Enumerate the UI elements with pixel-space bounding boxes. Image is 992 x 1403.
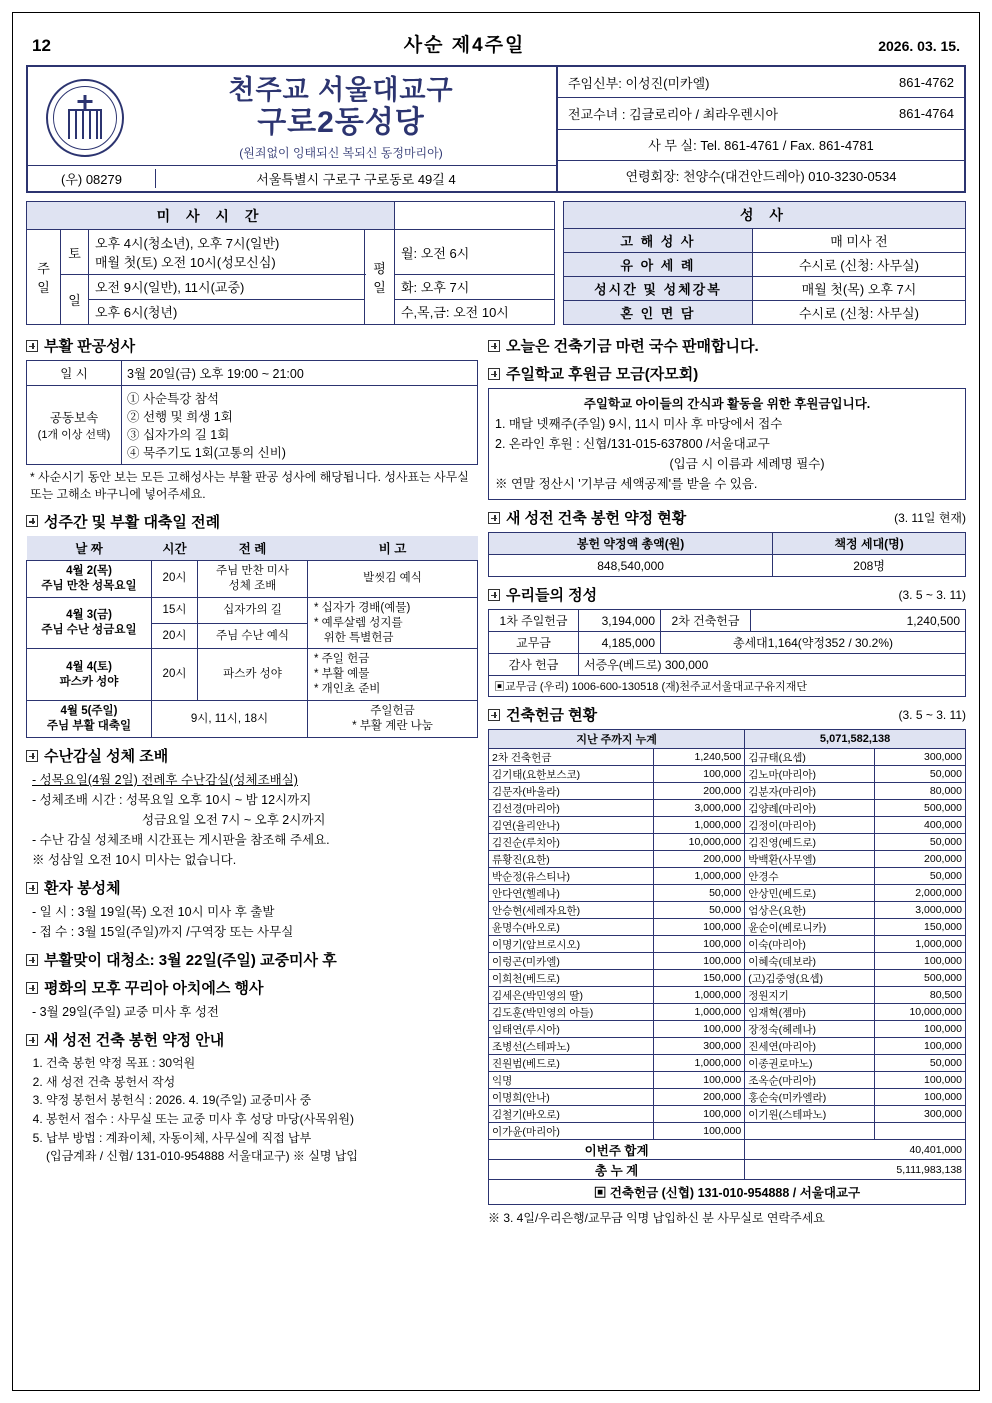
expand-plus-icon[interactable] (26, 982, 38, 994)
list-item: 3. 약정 봉헌서 봉헌식 : 2026. 4. 19(주일) 교중미사 중 (46, 1091, 478, 1110)
donor-name: 김분자(마리아) (745, 783, 875, 800)
pledge-account: (입금계좌 / 신협/ 131-010-954888 서울대교구) ※ 실명 납입 (46, 1149, 358, 1164)
donor-amount: 300,000 (654, 1038, 745, 1055)
donor-amount: 80,500 (875, 987, 966, 1004)
donor-name: 김세은(박민영의 딸) (489, 987, 654, 1004)
donor-name: 김양례(마리아) (745, 800, 875, 817)
section-sunday-school (488, 363, 966, 384)
list-item: 2. 온라인 후원 : 신협/131-015-637800 /서울대교구 (495, 437, 770, 451)
table-row (489, 1004, 966, 1021)
contact-value: 861-4764 (899, 105, 954, 121)
donor-amount: 1,240,500 (654, 749, 745, 766)
donor-name: 장정숙(헤레나) (745, 1021, 875, 1038)
donor-name: 이혜숙(데보라) (745, 953, 875, 970)
donor-amount: 100,000 (875, 1089, 966, 1106)
section-penance (26, 335, 478, 356)
donor-name: 김정이(마리아) (745, 817, 875, 834)
table-row (489, 610, 966, 632)
expand-plus-icon[interactable] (488, 340, 500, 352)
expand-plus-icon[interactable] (26, 750, 38, 762)
donor-amount: 3,000,000 (654, 800, 745, 817)
section-title: 부활 판공성사 (44, 338, 136, 355)
page-header (26, 30, 966, 65)
sunday-label: 주 일 (27, 230, 61, 325)
donor-amount: 50,000 (875, 766, 966, 783)
prev-total-value: 5,071,582,138 (745, 730, 966, 749)
table-row (489, 1038, 966, 1055)
section-noodle-sale (488, 335, 966, 356)
list-item: 성금요일 오전 7시 ~ 오후 2시까지 (142, 813, 326, 828)
parish-motto: (원죄없이 잉태되신 복되신 동정마리아) (239, 146, 443, 161)
donor-amount: 100,000 (654, 766, 745, 783)
building-note: ※ 3. 4일/우리은행/교무금 익명 납입하신 분 사무실로 연락주세요 (488, 1211, 825, 1225)
expand-plus-icon[interactable] (26, 954, 38, 966)
holyweek-table (26, 536, 478, 738)
table-row (489, 851, 966, 868)
donor-amount: 100,000 (875, 1038, 966, 1055)
donor-amount: 50,000 (654, 885, 745, 902)
expand-plus-icon[interactable] (488, 368, 500, 380)
donor-name: 임태연(루시아) (489, 1021, 654, 1038)
section-pledge-status (488, 507, 966, 528)
donor-name: 이가윤(마리아) (489, 1123, 654, 1140)
row-date: 4월 2(목) 주님 만찬 성목요일 (27, 560, 152, 597)
masthead (26, 65, 966, 193)
row-time: 20시 (152, 649, 198, 701)
saturday-times: 오후 4시(청소년), 오후 7시(일반) 매월 첫(토) 오전 10시(성모신심) (89, 230, 365, 275)
col-time: 시간 (152, 536, 198, 561)
penance-date-label: 일 시 (27, 361, 122, 386)
sunday-day-label: 일 (61, 274, 89, 324)
donor-name: 김규태(요셉) (745, 749, 875, 766)
page-number: 12 (32, 36, 51, 55)
donor-amount: 1,000,000 (654, 868, 745, 885)
donor-name: 김철기(바오로) (489, 1106, 654, 1123)
table-row (489, 834, 966, 851)
donor-amount: 1,000,000 (654, 1055, 745, 1072)
table-row (489, 970, 966, 987)
donor-name: 김진순(루치아) (489, 834, 654, 851)
list-item: - 접 수 : 3월 15일(주일)까지 /구역장 또는 사무실 (32, 925, 294, 940)
pledge-asof: (3. 11일 현재) (894, 511, 966, 525)
prev-total-label: 지난 주까지 누계 (489, 730, 745, 749)
contact-row (558, 161, 964, 191)
col-liturgy: 전 례 (198, 536, 308, 561)
weekday-label: 평 일 (365, 230, 395, 325)
table-row (489, 1123, 966, 1140)
section-title: 건축헌금 현황 (506, 707, 598, 724)
list-item: - 일 시 : 3월 19일(목) 오전 10시 미사 후 출발 (32, 905, 275, 920)
donor-name: 이기원(스테파노) (745, 1106, 875, 1123)
table-row (489, 1055, 966, 1072)
donor-name: 엄상은(요한) (745, 902, 875, 919)
donor-name: 박백환(사무엘) (745, 851, 875, 868)
donor-name: 진세연(마리아) (745, 1038, 875, 1055)
table-row (489, 749, 966, 766)
table-row (489, 676, 966, 697)
donor-amount: 50,000 (875, 1055, 966, 1072)
donor-name: 안다연(헬레나) (489, 885, 654, 902)
table-row (489, 1140, 966, 1160)
donor-amount: 100,000 (654, 953, 745, 970)
list-item: ※ 연말 정산시 '기부금 세액공제'를 받을 수 있음. (495, 477, 758, 491)
donor-name: 익명 (489, 1072, 654, 1089)
donor-name: 이희천(베드로) (489, 970, 654, 987)
row-liturgy: 십자가의 길 (198, 597, 308, 623)
list-item: 2. 새 성전 건축 봉헌서 작성 (46, 1073, 478, 1092)
donor-amount: 10,000,000 (654, 834, 745, 851)
curia-list (26, 1002, 478, 1022)
donor-name: 이렁곤(미카엘) (489, 953, 654, 970)
expand-plus-icon[interactable] (26, 340, 38, 352)
sacrament-key: 성시간 및 성체강복 (564, 277, 753, 301)
table-row (489, 1089, 966, 1106)
masthead-contacts (558, 67, 964, 191)
offering-key-2: 2차 건축헌금 (661, 610, 751, 632)
donor-amount: 100,000 (654, 1123, 745, 1140)
donor-amount: 150,000 (875, 919, 966, 936)
weekday-row: 수,목,금: 오전 10시 (395, 299, 555, 324)
penance-options: ① 사순특강 참석 ② 선행 및 희생 1회 ③ 십자가의 길 1회 ④ 묵주기도 1회(고통의 신비) (122, 386, 478, 465)
parish-seal-icon (46, 79, 124, 157)
list-item: - 수난 감실 성체조배 시간표는 게시판을 참조해 주세요. (32, 833, 330, 848)
donor-name: 진원범(베드로) (489, 1055, 654, 1072)
offering-value-2: 1,240,500 (751, 610, 966, 632)
list-item: (입금 시 이름과 세례명 필수) (669, 457, 825, 471)
donor-name: 김진영(베드로) (745, 834, 875, 851)
list-item: ※ 성삼일 오전 10시 미사는 없습니다. (32, 853, 237, 868)
section-title: 새 성전 건축 봉헌 약정 현황 (506, 510, 687, 527)
donor-name: 안승현(세레자요한) (489, 902, 654, 919)
list-item: - 3월 29일(주일) 교중 미사 후 성전 (32, 1005, 220, 1020)
donor-name: (고)김중영(요셉) (745, 970, 875, 987)
penance-date-value: 3월 20일(금) 오후 19:00 ~ 21:00 (122, 361, 478, 386)
offering-key: 교무금 (489, 632, 579, 654)
grand-total-value: 5,111,983,138 (745, 1160, 966, 1180)
penance-note: * 사순시기 동안 보는 모든 고해성사는 부활 판공 성사에 해당됩니다. 성사표는 사무실 또는 고해소 바구니에 넣어주세요. (30, 470, 469, 502)
sacrament-value: 매월 첫(목) 오후 7시 (752, 277, 965, 301)
col-note: 비 고 (308, 536, 478, 561)
sacrament-key: 혼 인 면 담 (564, 301, 753, 325)
table-row (27, 560, 478, 597)
donor-amount: 50,000 (875, 868, 966, 885)
donor-name: 2차 건축헌금 (489, 749, 654, 766)
offering-account: ▣교무금 (우리) 1006-600-130518 (재)천주교서울대교구유지재단 (489, 676, 966, 697)
building-fund-table (488, 729, 966, 1205)
offering-key: 감사 헌금 (489, 654, 579, 676)
offering-value: 3,194,000 (579, 610, 661, 632)
list-item: 1. 매달 넷째주(주일) 9시, 11시 미사 후 마당에서 접수 (495, 417, 783, 431)
mass-schedule-title: 미 사 시 간 (27, 202, 395, 230)
section-title: 성주간 및 부활 대축일 전례 (44, 513, 221, 531)
sacrament-table (563, 201, 966, 325)
donor-name: 이종권로마노) (745, 1055, 875, 1072)
week-total-value: 40,401,000 (745, 1140, 966, 1160)
donor-name: 김선경(마리아) (489, 800, 654, 817)
donor-amount: 50,000 (875, 834, 966, 851)
list-item: - 성체조배 시간 : 성목요일 오후 10시 ~ 밤 12시까지 (32, 793, 312, 808)
building-account: ▣ 건축헌금 (신협) 131-010-954888 / 서울대교구 (489, 1180, 966, 1205)
table-row (489, 1072, 966, 1089)
donor-amount: 100,000 (654, 936, 745, 953)
donor-amount: 100,000 (654, 919, 745, 936)
donor-amount: 150,000 (654, 970, 745, 987)
penance-table (26, 360, 478, 465)
sunday-times-2: 오후 6시(청년) (89, 299, 365, 324)
donor-amount: 50,000 (654, 902, 745, 919)
sacrament-value: 수시로 (신청: 사무실) (752, 301, 965, 325)
donor-amount: 200,000 (875, 851, 966, 868)
donor-name: 안경수 (745, 868, 875, 885)
pledge-list (26, 1054, 478, 1147)
donor-amount: 200,000 (654, 1089, 745, 1106)
schedule-section (26, 201, 966, 325)
list-item: 1. 건축 봉헌 약정 목표 : 30억원 (46, 1054, 478, 1073)
donor-amount: 100,000 (654, 1106, 745, 1123)
section-holyweek (26, 511, 478, 532)
table-row (489, 1106, 966, 1123)
col-date: 날 짜 (27, 536, 152, 561)
donor-name: 이명기(암브로시오) (489, 936, 654, 953)
row-note: * 주일 헌금 * 부활 예물 * 개인초 준비 (308, 649, 478, 701)
row-date: 4월 3(금) 주님 수난 성금요일 (27, 597, 152, 649)
sacrament-value: 매 미사 전 (752, 229, 965, 253)
contact-row (558, 98, 964, 129)
donor-amount: 1,000,000 (654, 987, 745, 1004)
donor-name: 김연(율리안나) (489, 817, 654, 834)
contact-label: 연령회장: 천양수(대건안드레아) 010-3230-0534 (625, 169, 897, 185)
contact-row (558, 67, 964, 98)
table-row (489, 654, 966, 676)
adoration-list (26, 770, 478, 870)
donor-name: 김기태(요한보스코) (489, 766, 654, 783)
offering-value: 4,185,000 (579, 632, 661, 654)
diocese-name: 천주교 서울대교구 (228, 74, 454, 105)
sacrament-key: 유 아 세 례 (564, 253, 753, 277)
table-row (27, 701, 478, 738)
donor-amount: 1,000,000 (654, 817, 745, 834)
table-row (489, 783, 966, 800)
penance-common-label: 공동보속 (1개 이상 선택) (27, 386, 122, 465)
page-title: 사순 제4주일 (403, 35, 526, 56)
weekday-row: 화: 오후 7시 (395, 274, 555, 299)
section-cleaning (26, 949, 478, 970)
donor-amount: 10,000,000 (875, 1004, 966, 1021)
list-item: 5. 납부 방법 : 계좌이체, 자동이체, 사무실에 직접 납부 (46, 1129, 478, 1148)
donor-name: 윤순이(베로니카) (745, 919, 875, 936)
parish-address: 서울특별시 구로구 구로동로 49길 4 (256, 172, 456, 187)
offering-key: 1차 주일헌금 (489, 610, 579, 632)
donor-name: 김문자(바울라) (489, 783, 654, 800)
table-row (489, 953, 966, 970)
donor-name: 윤명수(바오로) (489, 919, 654, 936)
donor-amount: 100,000 (654, 1021, 745, 1038)
row-time: 20시 (152, 623, 198, 649)
donor-amount: 100,000 (875, 1021, 966, 1038)
section-title: 새 성전 건축 봉헌 약정 안내 (44, 1032, 225, 1050)
section-adoration (26, 745, 478, 766)
expand-plus-icon[interactable] (26, 882, 38, 894)
row-note: 발씻김 예식 (308, 560, 478, 597)
sacrament-value: 수시로 (신청: 사무실) (752, 253, 965, 277)
donor-name: 김도훈(박민영의 아들) (489, 1004, 654, 1021)
mass-schedule-table (26, 201, 555, 325)
donor-amount: 100,000 (875, 953, 966, 970)
section-sick-communion (26, 877, 478, 898)
row-time: 9시, 11시, 18시 (152, 701, 308, 738)
donor-amount: 80,000 (875, 783, 966, 800)
expand-plus-icon[interactable] (488, 709, 500, 721)
issue-date: 2026. 03. 15. (878, 38, 960, 54)
weekday-row: 월: 오전 6시 (395, 230, 555, 275)
table-row (489, 800, 966, 817)
col-pledge-total: 봉헌 약정액 총액(원) (489, 533, 773, 555)
donor-name: 임재혁(젬마) (745, 1004, 875, 1021)
section-building-fund (488, 704, 966, 725)
offering-value: 서증우(베드로) 300,000 (579, 654, 966, 676)
grand-total-label: 총 누 계 (489, 1160, 745, 1180)
left-column (26, 335, 478, 1226)
table-row (27, 597, 478, 623)
right-column (488, 335, 966, 1226)
contact-row (558, 130, 964, 161)
donor-amount: 200,000 (654, 783, 745, 800)
donor-amount: 300,000 (875, 749, 966, 766)
contact-label: 사 무 실: Tel. 861-4761 / Fax. 861-4781 (648, 138, 874, 154)
sunday-times-1: 오전 9시(일반), 11시(교중) (89, 274, 365, 299)
contact-label: 전교수녀 : 김글로리아 / 최라우렌시아 (568, 106, 779, 122)
contact-label: 주임신부: 이성진(미카엘) (568, 75, 710, 91)
donor-name: 홍순숙(미카엘라) (745, 1089, 875, 1106)
section-pledge-guide (26, 1029, 478, 1050)
saturday-label: 토 (61, 230, 89, 275)
table-row (489, 1021, 966, 1038)
list-item: - 성목요일(4월 2일) 전례후 수난감실(성체조배실) (32, 773, 298, 788)
donor-amount: 1,000,000 (875, 936, 966, 953)
table-row (489, 919, 966, 936)
sunday-school-panel (488, 388, 966, 500)
list-item: 4. 봉헌서 접수 : 사무실 또는 교중 미사 후 성당 마당(사목위원) (46, 1110, 478, 1129)
donor-amount: 3,000,000 (875, 902, 966, 919)
row-liturgy: 주님 수난 예식 (198, 623, 308, 649)
content-columns (26, 335, 966, 1226)
sacrament-title: 성 사 (564, 202, 966, 229)
row-date: 4월 5(주일) 주님 부활 대축일 (27, 701, 152, 738)
donor-amount: 200,000 (654, 851, 745, 868)
offerings-asof: (3. 5 ~ 3. 11) (898, 587, 966, 602)
expand-plus-icon[interactable] (26, 1034, 38, 1046)
sick-list (26, 902, 478, 942)
table-row (489, 885, 966, 902)
row-time: 15시 (152, 597, 198, 623)
postal-code: (우) 08279 (28, 169, 156, 188)
parish-name: 구로2동성당 (257, 105, 425, 139)
row-note: 주일헌금 * 부활 계란 나눔 (308, 701, 478, 738)
offering-detail: 총세대1,164(약정352 / 30.2%) (661, 632, 966, 654)
section-title: 부활맞이 대청소: 3월 22일(주일) 교중미사 후 (44, 952, 337, 970)
donor-amount: 500,000 (875, 970, 966, 987)
contact-value: 861-4762 (899, 74, 954, 90)
sacrament-key: 고 해 성 사 (564, 229, 753, 253)
donor-name: 안상민(베드로) (745, 885, 875, 902)
table-row (489, 868, 966, 885)
section-title: 수난감실 성체 조배 (44, 748, 169, 766)
section-title: 환자 봉성체 (44, 880, 121, 898)
sunday-school-title: 주일학교 아이들의 간식과 활동을 위한 후원금입니다. (583, 397, 871, 411)
table-row (27, 649, 478, 701)
row-date: 4월 4(토) 파스카 성야 (27, 649, 152, 701)
donor-amount: 300,000 (875, 1106, 966, 1123)
donor-name: 조병선(스테파노) (489, 1038, 654, 1055)
row-liturgy: 주님 만찬 미사 성체 조배 (198, 560, 308, 597)
expand-plus-icon[interactable] (26, 515, 38, 527)
donor-name: 조옥순(마리아) (745, 1072, 875, 1089)
section-curia (26, 977, 478, 998)
section-offerings (488, 584, 966, 605)
donor-name: 류황진(요한) (489, 851, 654, 868)
donor-name: 이숙(마리아) (745, 936, 875, 953)
table-row (489, 817, 966, 834)
expand-plus-icon[interactable] (488, 589, 500, 601)
col-household: 책정 세대(명) (773, 533, 966, 555)
pledge-status-table (488, 532, 966, 577)
expand-plus-icon[interactable] (488, 512, 500, 524)
row-time: 20시 (152, 560, 198, 597)
building-asof: (3. 5 ~ 3. 11) (898, 707, 966, 722)
donor-name: 박순정(유스티나) (489, 868, 654, 885)
table-row (489, 632, 966, 654)
section-title: 우리들의 정성 (506, 587, 598, 604)
donor-amount: 500,000 (875, 800, 966, 817)
donor-name (745, 1123, 875, 1140)
household-value: 208명 (773, 555, 966, 577)
donor-amount: 2,000,000 (875, 885, 966, 902)
donor-amount: 400,000 (875, 817, 966, 834)
masthead-identity (28, 67, 558, 191)
table-row (489, 1160, 966, 1180)
offerings-table (488, 609, 966, 697)
table-row (489, 766, 966, 783)
donor-name: 이명희(안나) (489, 1089, 654, 1106)
donor-amount: 100,000 (654, 1072, 745, 1089)
donor-amount: 1,000,000 (654, 1004, 745, 1021)
donor-amount (875, 1123, 966, 1140)
row-liturgy: 파스카 성야 (198, 649, 308, 701)
table-row (489, 987, 966, 1004)
section-title: 오늘은 건축기금 마련 국수 판매합니다. (506, 338, 759, 355)
row-note: * 십자가 경배(예물) * 예루살렘 성지를 위한 특별헌금 (308, 597, 478, 649)
table-row (489, 936, 966, 953)
donor-amount: 100,000 (875, 1072, 966, 1089)
donor-name: 정원지기 (745, 987, 875, 1004)
week-total-label: 이번주 합계 (489, 1140, 745, 1160)
section-title: 주일학교 후원금 모금(자모회) (506, 366, 699, 383)
table-row (489, 902, 966, 919)
donor-name: 김노마(마리아) (745, 766, 875, 783)
pledge-total-value: 848,540,000 (489, 555, 773, 577)
section-title: 평화의 모후 꾸리아 아치에스 행사 (44, 980, 264, 998)
